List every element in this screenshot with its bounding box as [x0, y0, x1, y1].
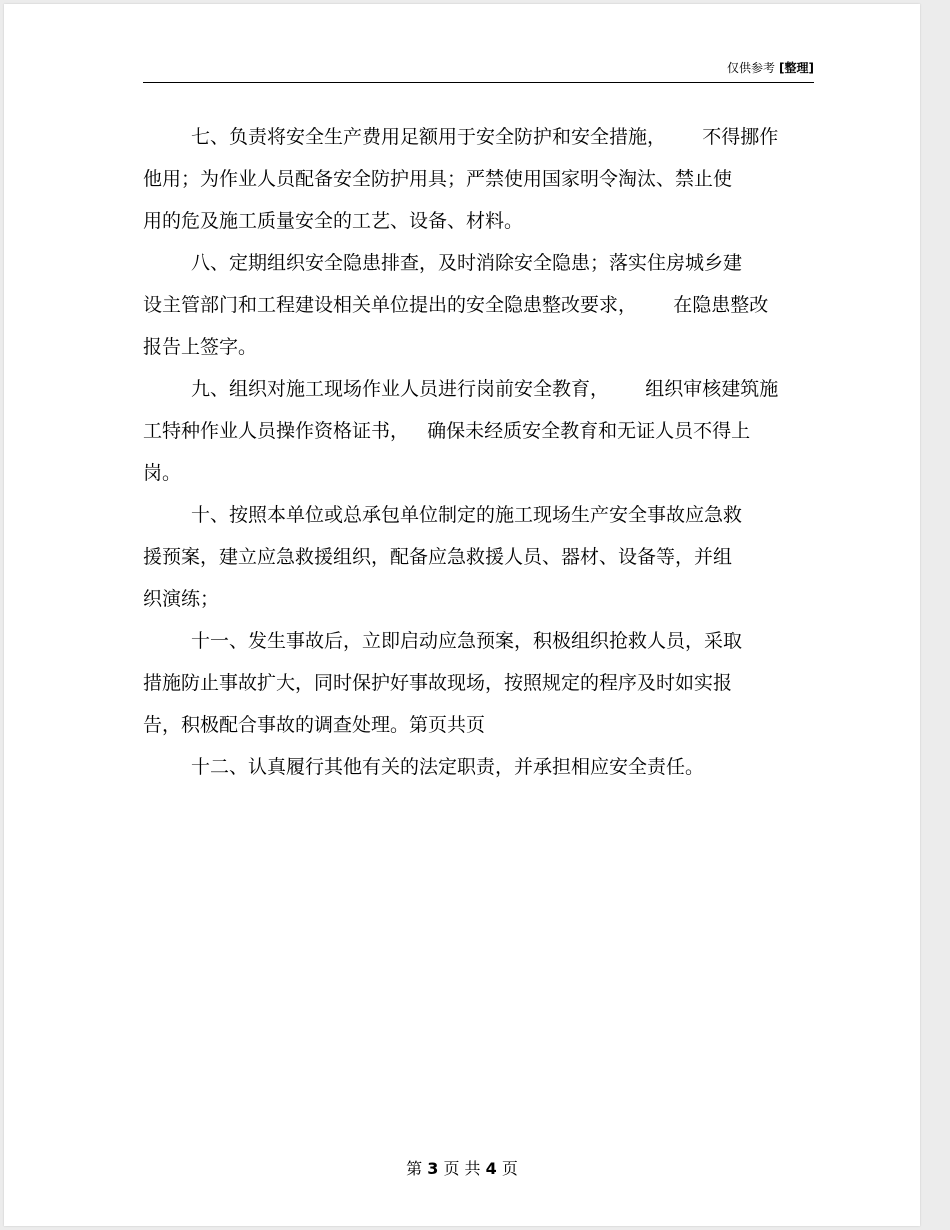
footer-prefix: 第 [406, 1159, 423, 1178]
paragraph-line: 十、按照本单位或总承包单位制定的施工现场生产安全事故应急救 [191, 504, 743, 526]
document-body [143, 116, 823, 788]
paragraph-9 [143, 368, 823, 494]
paragraph-line: 设主管部门和工程建设相关单位提出的安全隐患整改要求， 在隐患整改 [143, 294, 769, 316]
paragraph-line: 九、组织对施工现场作业人员进行岗前安全教育， 组织审核建筑施 [191, 378, 779, 400]
paragraph-line: 他用；为作业人员配备安全防护用具；严禁使用国家明令淘汰、禁止使 [143, 168, 733, 190]
header-reference-text: 仅供参考 [727, 61, 776, 75]
paragraph-line: 岗。 [143, 462, 182, 484]
current-page-number: 3 [427, 1159, 439, 1178]
footer-suffix: 页 [501, 1159, 518, 1178]
paragraph-line: 援预案，建立应急救援组织，配备应急救援人员、器材、设备等，并组 [143, 546, 733, 568]
paragraph-line: 措施防止事故扩大，同时保护好事故现场，按照规定的程序及时如实报 [143, 672, 733, 694]
paragraph-line: 告，积极配合事故的调查处理。第页共页 [143, 714, 486, 736]
document-page [4, 4, 920, 1226]
paragraph-line: 八、定期组织安全隐患排查，及时消除安全隐患；落实住房城乡建 [191, 252, 743, 274]
header-tag: [整理] [779, 61, 814, 75]
paragraph-12 [143, 746, 823, 788]
paragraph-7 [143, 116, 823, 242]
paragraph-line: 十二、认真履行其他有关的法定职责，并承担相应安全责任。 [191, 756, 705, 778]
page-footer [4, 1156, 920, 1179]
footer-middle: 页 共 [443, 1159, 481, 1178]
paragraph-8 [143, 242, 823, 368]
page-header [143, 60, 814, 83]
paragraph-line: 十一、发生事故后，立即启动应急预案，积极组织抢救人员，采取 [191, 630, 743, 652]
paragraph-line: 织演练； [143, 588, 220, 610]
total-page-number: 4 [485, 1159, 497, 1178]
header-label [727, 60, 814, 76]
paragraph-line: 用的危及施工质量安全的工艺、设备、材料。 [143, 210, 524, 232]
paragraph-line: 工特种作业人员操作资格证书， 确保未经质安全教育和无证人员不得上 [143, 420, 751, 442]
paragraph-11 [143, 620, 823, 746]
paragraph-line: 七、负责将安全生产费用足额用于安全防护和安全措施， 不得挪作 [191, 126, 779, 148]
paragraph-10 [143, 494, 823, 620]
paragraph-line: 报告上签字。 [143, 336, 258, 358]
